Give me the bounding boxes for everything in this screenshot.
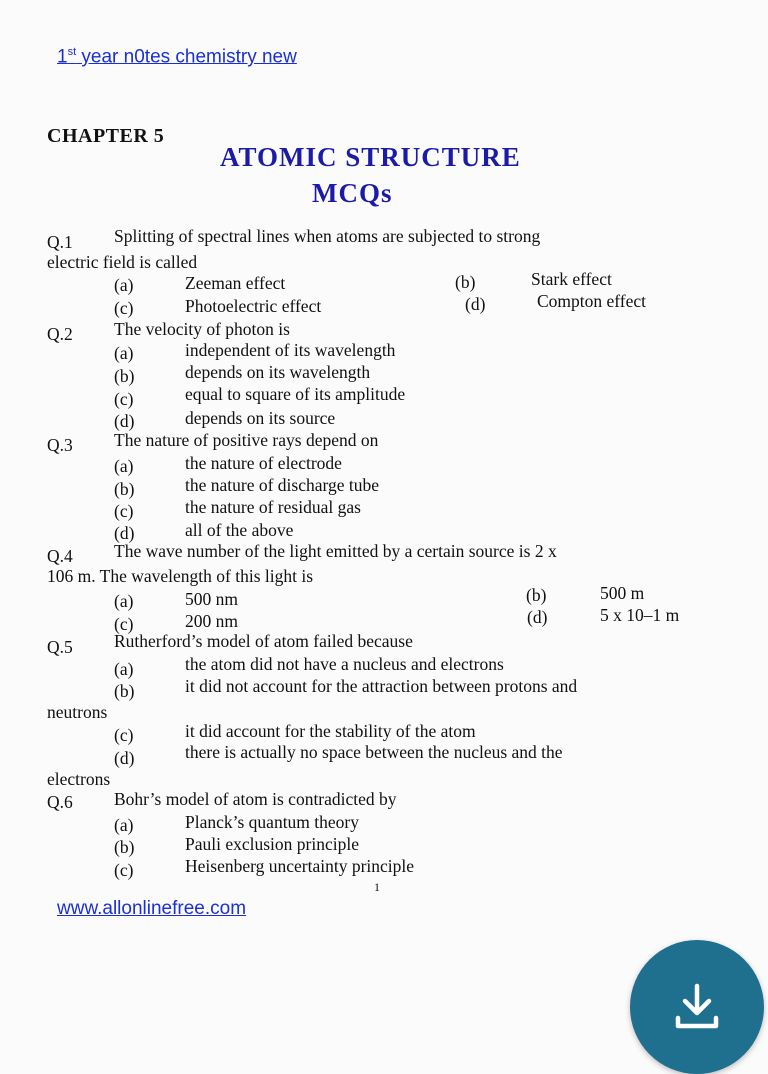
option-letter: (d) (114, 411, 135, 431)
option-text: 5 x 10–1 m (600, 605, 680, 625)
header-link[interactable] (57, 46, 297, 68)
option-letter: (b) (455, 272, 476, 292)
option-text: it did account for the stability of the atom (185, 721, 476, 741)
option-text: independent of its wavelength (185, 340, 396, 360)
chapter-label: CHAPTER 5 (47, 125, 165, 147)
option-letter: (c) (114, 501, 134, 521)
option-letter: (c) (114, 389, 134, 409)
option-letter: (a) (114, 456, 134, 476)
option-letter: (d) (114, 523, 135, 543)
option-letter: (c) (114, 725, 134, 745)
option-letter: (b) (526, 585, 547, 605)
question-number: Q.5 (47, 637, 73, 657)
option-letter: (d) (527, 607, 548, 627)
option-text: Pauli exclusion principle (185, 834, 359, 854)
question-text: The wave number of the light emitted by a certain source is 2 x (114, 541, 557, 561)
question-number: Q.3 (47, 435, 73, 455)
option-letter: (c) (114, 298, 134, 318)
option-letter: (b) (114, 366, 135, 386)
header-ordinal-suffix: st (67, 46, 77, 58)
question-text: Splitting of spectral lines when atoms are subjected to strong (114, 226, 541, 246)
option-letter: (d) (114, 748, 135, 768)
option-text: the nature of discharge tube (185, 475, 380, 495)
question-text: The nature of positive rays depend on (114, 430, 379, 450)
question-number: Q.6 (47, 792, 73, 812)
option-text: Stark effect (531, 269, 612, 289)
option-text: the nature of residual gas (185, 497, 361, 517)
option-text: the atom did not have a nucleus and electrons (185, 654, 504, 674)
option-text: depends on its source (185, 408, 336, 428)
option-letter: (d) (465, 294, 486, 314)
question-text: Rutherford’s model of atom failed because (114, 631, 413, 651)
footer-link[interactable]: www.allonlinefree.com (57, 898, 247, 919)
question-text-cont: electric field is called (47, 252, 198, 272)
option-letter: (b) (114, 837, 135, 857)
header-title: year n0tes chemistry new (76, 46, 297, 68)
question-number: Q.2 (47, 324, 73, 344)
question-text-cont: 106 m. The wavelength of this light is (47, 566, 314, 586)
option-letter: (b) (114, 681, 135, 701)
option-letter: (a) (114, 815, 134, 835)
option-letter: (a) (114, 275, 134, 295)
option-text: 500 m (600, 583, 645, 603)
header-ordinal: 1 (57, 46, 68, 68)
option-text: depends on its wavelength (185, 362, 371, 382)
question-text: The velocity of photon is (114, 319, 290, 339)
option-letter: (a) (114, 591, 134, 611)
option-text: 500 nm (185, 589, 238, 609)
option-letter: (c) (114, 860, 134, 880)
question-text: Bohr’s model of atom is contradicted by (114, 789, 397, 809)
option-letter: (a) (114, 343, 134, 363)
option-text: it did not account for the attraction between protons and (185, 676, 578, 696)
page-title: ATOMIC STRUCTURE (220, 142, 521, 172)
option-text: Photoelectric effect (185, 296, 322, 316)
question-number: Q.4 (47, 546, 73, 566)
option-text: 200 nm (185, 611, 238, 631)
option-text: Heisenberg uncertainty principle (185, 856, 415, 876)
option-text-cont: neutrons (47, 702, 108, 722)
option-text: Zeeman effect (185, 273, 286, 293)
option-text: equal to square of its amplitude (185, 384, 406, 404)
option-text: Planck’s quantum theory (185, 812, 360, 832)
page-subtitle: MCQs (312, 178, 393, 208)
option-letter: (a) (114, 659, 134, 679)
option-text: the nature of electrode (185, 453, 342, 473)
download-icon (670, 980, 724, 1034)
option-text: Compton effect (537, 291, 647, 311)
option-letter: (c) (114, 614, 134, 634)
question-number: Q.1 (47, 232, 73, 252)
option-text-cont: electrons (47, 769, 111, 789)
download-button[interactable] (630, 940, 764, 1074)
option-text: there is actually no space between the nucleus and the (185, 742, 563, 762)
option-text: all of the above (185, 520, 294, 540)
page-number: 1 (374, 880, 380, 894)
option-letter: (b) (114, 479, 135, 499)
